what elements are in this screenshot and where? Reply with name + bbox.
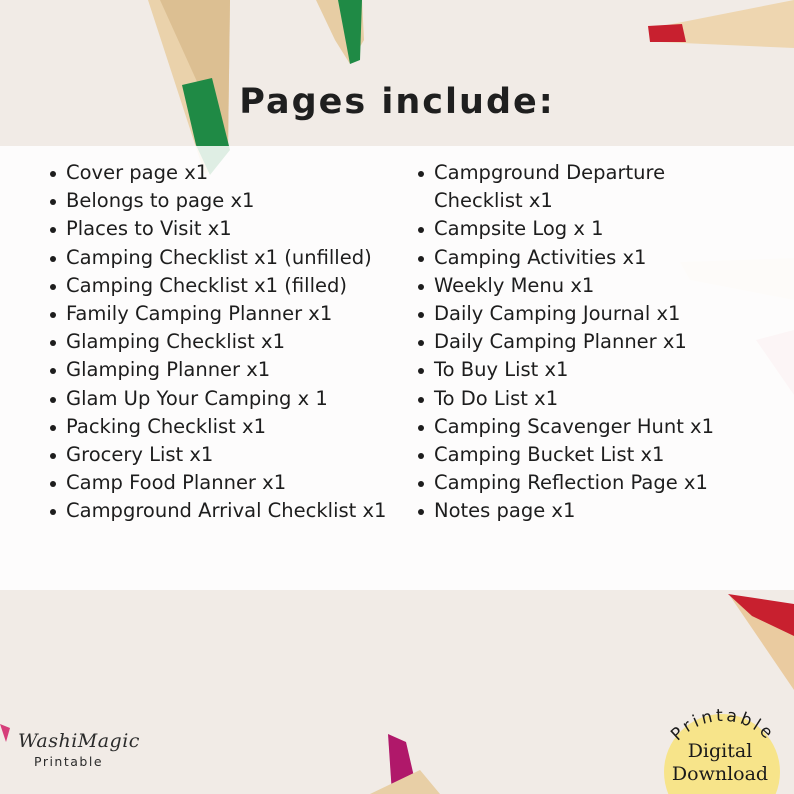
red-pencil-top <box>648 0 794 48</box>
list-item: To Do List x1 <box>416 385 756 413</box>
brand-logo <box>18 730 138 769</box>
list-item: Camping Reflection Page x1 <box>416 469 756 497</box>
list-item: Weekly Menu x1 <box>416 272 756 300</box>
list-item: Campsite Log x 1 <box>416 215 756 243</box>
list-item: To Buy List x1 <box>416 356 756 384</box>
list-item: Campground Arrival Checklist x1 <box>48 497 398 525</box>
brand-name: WashiMagic <box>18 730 140 752</box>
list-item: Family Camping Planner x1 <box>48 300 398 328</box>
list-item: Camping Bucket List x1 <box>416 441 756 469</box>
list-item: Packing Checklist x1 <box>48 413 398 441</box>
list-item: Grocery List x1 <box>48 441 398 469</box>
list-item: Notes page x1 <box>416 497 756 525</box>
red-pencil-bottom <box>728 594 794 690</box>
list-item: Camping Activities x1 <box>416 244 756 272</box>
list-item: Camping Checklist x1 (filled) <box>48 272 398 300</box>
list-item: Campground Departure Checklist x1 <box>416 159 756 215</box>
list-item: Belongs to page x1 <box>48 187 398 215</box>
pink-accent <box>0 724 10 742</box>
badge-line-download: Download <box>671 763 769 785</box>
list-item: Places to Visit x1 <box>48 215 398 243</box>
brand-sub: Printable <box>34 754 104 769</box>
list-item: Camp Food Planner x1 <box>48 469 398 497</box>
badge-arc-text: Printable <box>667 705 779 745</box>
list-item: Cover page x1 <box>48 159 398 187</box>
right-list <box>416 159 756 526</box>
list-item: Daily Camping Journal x1 <box>416 300 756 328</box>
magenta-pencil-bottom <box>370 734 440 794</box>
list-item: Camping Scavenger Hunt x1 <box>416 413 756 441</box>
green-pencil-center <box>316 0 364 64</box>
left-list <box>48 159 398 526</box>
page-title: Pages include: <box>239 82 555 122</box>
list-item: Daily Camping Planner x1 <box>416 328 756 356</box>
list-item: Glam Up Your Camping x 1 <box>48 385 398 413</box>
list-item: Camping Checklist x1 (unfilled) <box>48 244 398 272</box>
list-item: Glamping Planner x1 <box>48 356 398 384</box>
badge-line-digital: Digital <box>687 740 753 762</box>
list-item: Glamping Checklist x1 <box>48 328 398 356</box>
